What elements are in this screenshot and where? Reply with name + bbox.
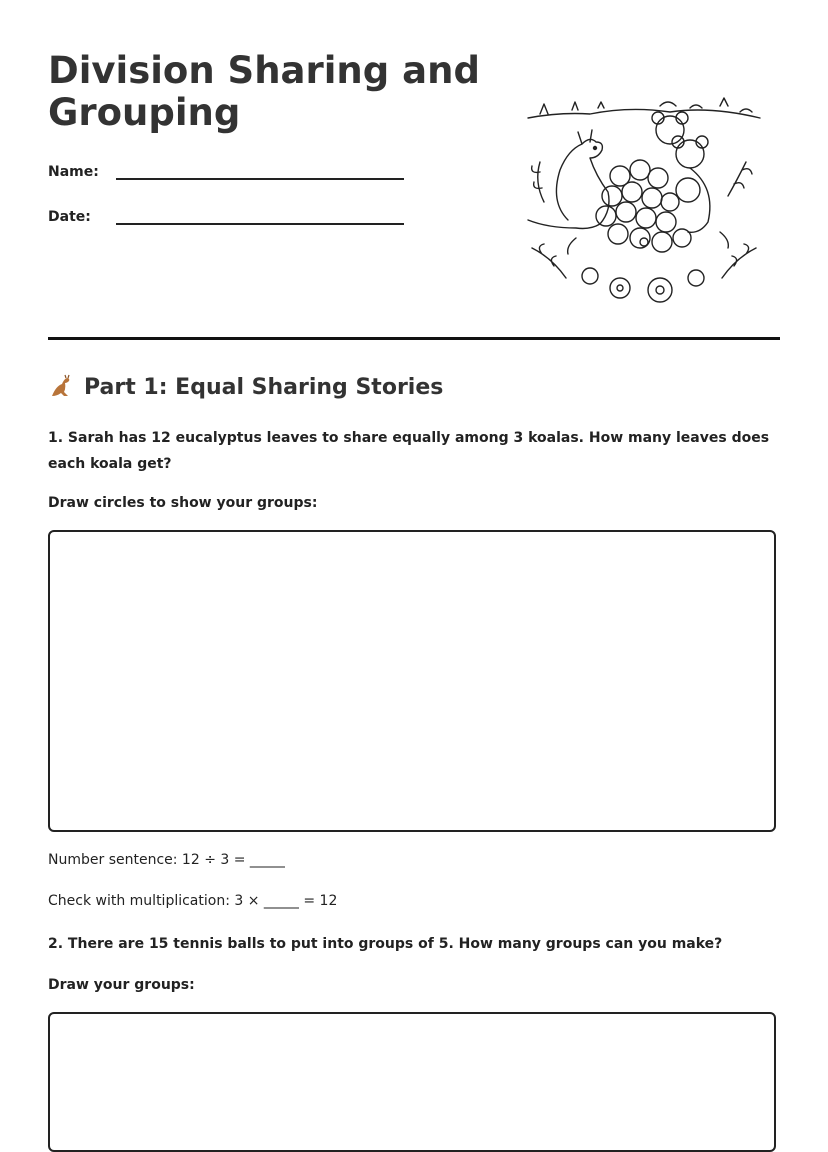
date-label: Date: [48, 209, 91, 225]
part1-heading [48, 374, 443, 400]
question-1-drawing-box[interactable] [48, 530, 776, 832]
kangaroo-icon [48, 374, 74, 400]
question-1-number-sentence: Number sentence: 12 ÷ 3 = _____ [48, 852, 285, 868]
divider-rule [48, 337, 780, 340]
question-1-draw-label: Draw circles to show your groups: [48, 495, 318, 511]
name-line[interactable] [116, 160, 404, 180]
part1-title: Part 1: Equal Sharing Stories [84, 374, 444, 400]
name-field [48, 160, 404, 180]
kangaroo-koala-fruit-illustration [520, 92, 766, 312]
date-line[interactable] [116, 205, 404, 225]
question-1: 1. Sarah has 12 eucalyptus leaves to share equally among 3 koalas. How many leaves does each koala get? [48, 430, 770, 472]
question-2: 2. There are 15 tennis balls to put into groups of 5. How many groups can you make? [48, 936, 723, 952]
question-1-check: Check with multiplication: 3 × _____ = 12 [48, 893, 338, 909]
name-label: Name: [48, 164, 99, 180]
question-2-draw-label: Draw your groups: [48, 977, 195, 993]
date-field [48, 205, 404, 225]
question-2-drawing-box[interactable] [48, 1012, 776, 1152]
worksheet-title: Division Sharing and Grouping [48, 49, 480, 134]
